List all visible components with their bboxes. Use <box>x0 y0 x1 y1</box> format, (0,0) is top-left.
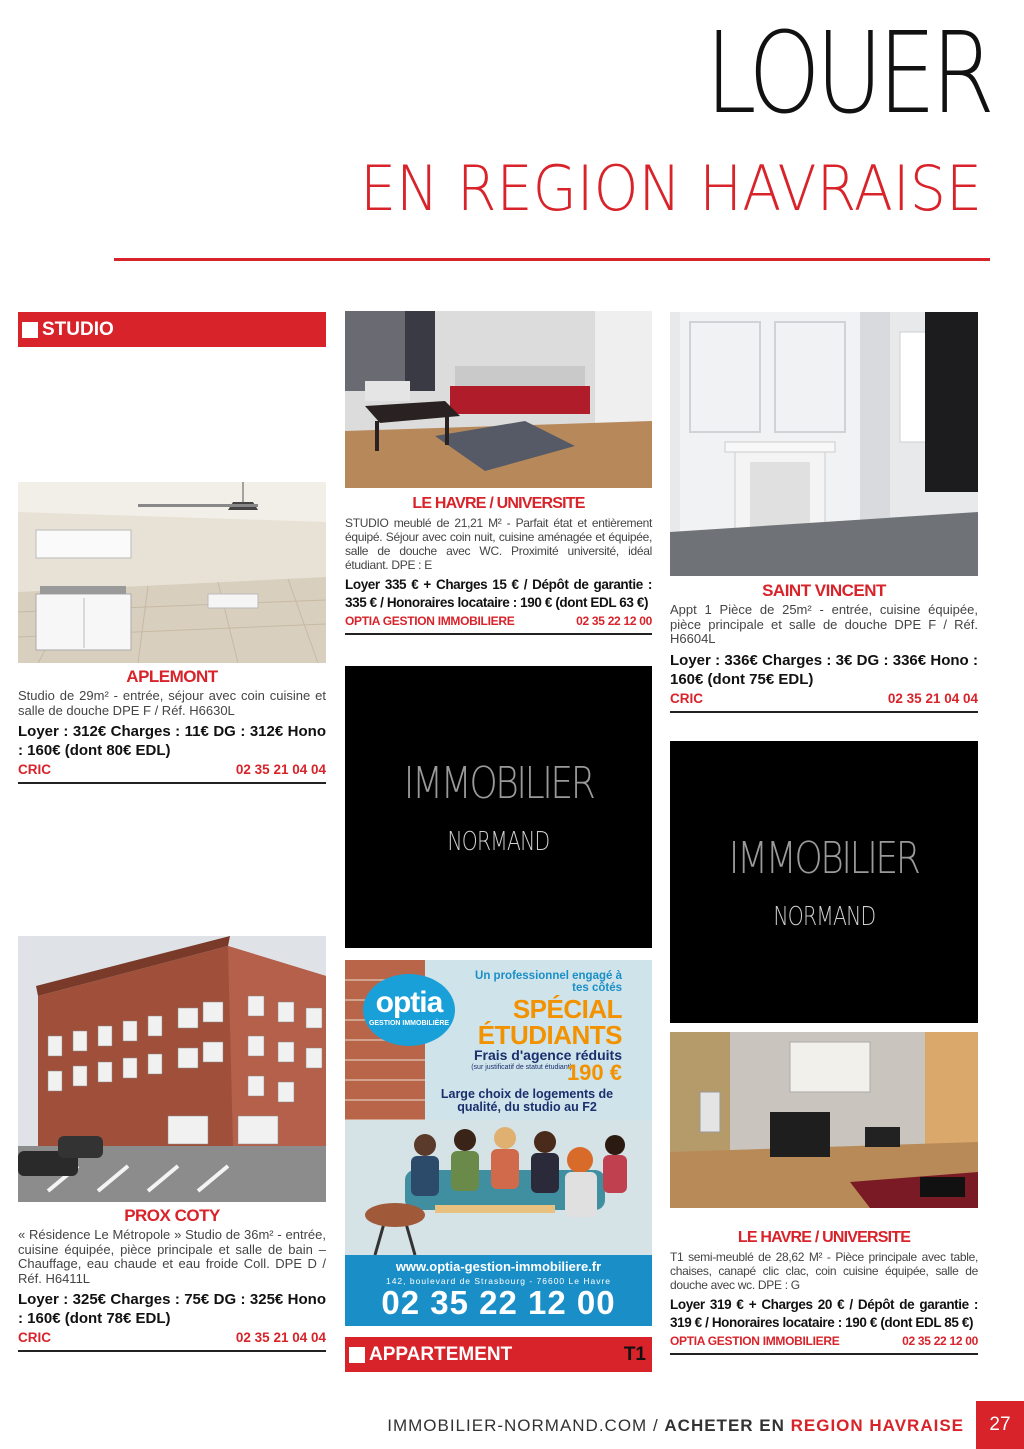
brand-line-1: IMMOBILIER <box>403 757 594 809</box>
agency-phone: 02 35 21 04 04 <box>235 1330 326 1345</box>
listing-agency-row <box>345 614 652 635</box>
ad-frais-note: (sur justificatif de statut étudiant) <box>471 1064 572 1071</box>
ad-tagline: Un professionnel engagé à tes côtés <box>475 970 622 994</box>
page-subtitle: EN REGION HAVRAISE <box>360 152 982 225</box>
section-type: T1 <box>623 1343 646 1365</box>
photo-le-havre-universite-1 <box>345 311 652 488</box>
listing-agency-row <box>670 1334 978 1355</box>
listing-description: Appt 1 Pièce de 25m² - entrée, cuisine équipée, pièce principale et salle de douche DPE F / Réf. H6604L <box>670 602 978 646</box>
listing-agency-row <box>670 691 978 713</box>
listing-description: « Résidence Le Métropole » Studio de 36m² - entrée, cuisine équipée, pièce principale et salle de bain – Chauffage, eau chaude et eau froide Coll. DPE D / Réf. H6411L <box>18 1227 326 1286</box>
square-icon <box>22 322 38 338</box>
listing-title: LE HAVRE / UNIVERSITE <box>412 495 585 512</box>
ad-contact-bar <box>345 1255 652 1326</box>
listing-price: Loyer : 312€ Charges : 11€ DG : 312€ Hono : 160€ (dont 80€ EDL) <box>18 723 326 759</box>
agency-name: CRIC <box>18 762 51 777</box>
listing-price: Loyer : 325€ Charges : 75€ DG : 325€ Hono : 160€ (dont 78€ EDL) <box>18 1291 326 1327</box>
listing-title: PROX COTY <box>124 1206 220 1225</box>
optia-logo <box>363 974 455 1046</box>
listing-le-havre-universite-2 <box>670 1228 978 1355</box>
ad-frais: Frais d'agence réduits <box>473 1047 622 1063</box>
listing-description: T1 semi-meublé de 28,62 M² - Pièce principale avec table, chaises, canapé clic clac, coin cuisine équipée, salle de douche avec wc. DPE : G <box>670 1250 978 1292</box>
photo-aplemont <box>18 482 326 663</box>
section-label: STUDIO <box>42 318 114 340</box>
square-icon <box>349 1347 365 1363</box>
brand-box-1 <box>345 666 652 948</box>
ad-frais-price: 190 € <box>566 1060 622 1085</box>
agency-name: OPTIA GESTION IMMOBILIERE <box>345 614 515 628</box>
listing-prox-coty <box>18 1206 326 1352</box>
optia-ad <box>345 960 652 1326</box>
listing-description: STUDIO meublé de 21,21 M² - Parfait état et entièrement équipé. Séjour avec coin nuit, cuisine aménagée et équipée, salle de douche avec WC. Proximité université, idéal étudiant. DPE : E <box>345 516 652 572</box>
listing-price: Loyer : 336€ Charges : 3€ DG : 336€ Hono : 160€ (dont 75€ EDL) <box>670 651 978 688</box>
photo-prox-coty <box>18 936 326 1202</box>
ad-phone: 02 35 22 12 00 <box>381 1284 616 1321</box>
footer <box>0 1416 964 1436</box>
section-banner-studio <box>18 312 326 347</box>
listing-title: LE HAVRE / UNIVERSITE <box>737 1229 911 1246</box>
brand-box-2 <box>670 741 978 1023</box>
photo-le-havre-universite-2 <box>670 1032 978 1208</box>
agency-name: OPTIA GESTION IMMOBILIERE <box>670 1334 840 1348</box>
listing-aplemont <box>18 667 326 784</box>
footer-region: REGION HAVRAISE <box>790 1416 964 1435</box>
agency-name: CRIC <box>18 1330 51 1345</box>
ad-choix: Large choix de logements de qualité, du studio au F2 <box>440 1087 614 1114</box>
brand-line-2: NORMAND <box>447 826 550 857</box>
agency-name: CRIC <box>670 690 703 706</box>
brand-line-1: IMMOBILIER <box>729 832 919 884</box>
photo-saint-vincent <box>670 312 978 576</box>
listing-title: SAINT VINCENT <box>762 581 886 600</box>
listing-saint-vincent <box>670 581 978 713</box>
section-label-group <box>349 1344 512 1366</box>
ad-address: 142, boulevard de Strasbourg - 76600 Le Havre <box>385 1276 612 1286</box>
students-photo <box>345 1120 652 1255</box>
listing-agency-row <box>18 762 326 784</box>
page-number: 27 <box>976 1401 1024 1449</box>
agency-phone: 02 35 22 12 00 <box>576 614 652 628</box>
agency-phone: 02 35 22 12 00 <box>902 1334 978 1348</box>
agency-phone: 02 35 21 04 04 <box>235 762 326 777</box>
ad-special: SPÉCIAL ÉTUDIANTS <box>477 994 622 1050</box>
brand-line-2: NORMAND <box>773 901 875 932</box>
page-title: LOUER <box>705 9 990 139</box>
optia-logo-sub: GESTION IMMOBILIÈRE <box>368 1020 450 1027</box>
listing-description: Studio de 29m² - entrée, séjour avec coin cuisine et salle de douche DPE F / Réf. H6630L <box>18 688 326 718</box>
listing-le-havre-universite-1 <box>345 494 652 635</box>
header-divider <box>114 258 990 261</box>
listing-title: APLEMONT <box>126 667 218 686</box>
optia-logo-text: optia <box>375 986 443 1019</box>
footer-acheter: ACHETER EN <box>664 1416 791 1435</box>
listing-price: Loyer 335 € + Charges 15 € / Dépôt de garantie : 335 € / Honoraires locataire : 190 € (dont EDL 63 €) <box>345 577 652 610</box>
section-banner-appartement <box>345 1337 652 1372</box>
footer-site[interactable]: IMMOBILIER-NORMAND.COM / <box>387 1416 665 1435</box>
section-label: APPARTEMENT <box>369 1343 513 1365</box>
listing-agency-row <box>18 1330 326 1352</box>
agency-phone: 02 35 21 04 04 <box>887 690 978 706</box>
ad-url[interactable]: www.optia-gestion-immobiliere.fr <box>395 1259 602 1274</box>
listing-price: Loyer 319 € + Charges 20 € / Dépôt de garantie : 319 € / Honoraires locataire : 190 € (dont EDL 85 €) <box>670 1297 978 1330</box>
